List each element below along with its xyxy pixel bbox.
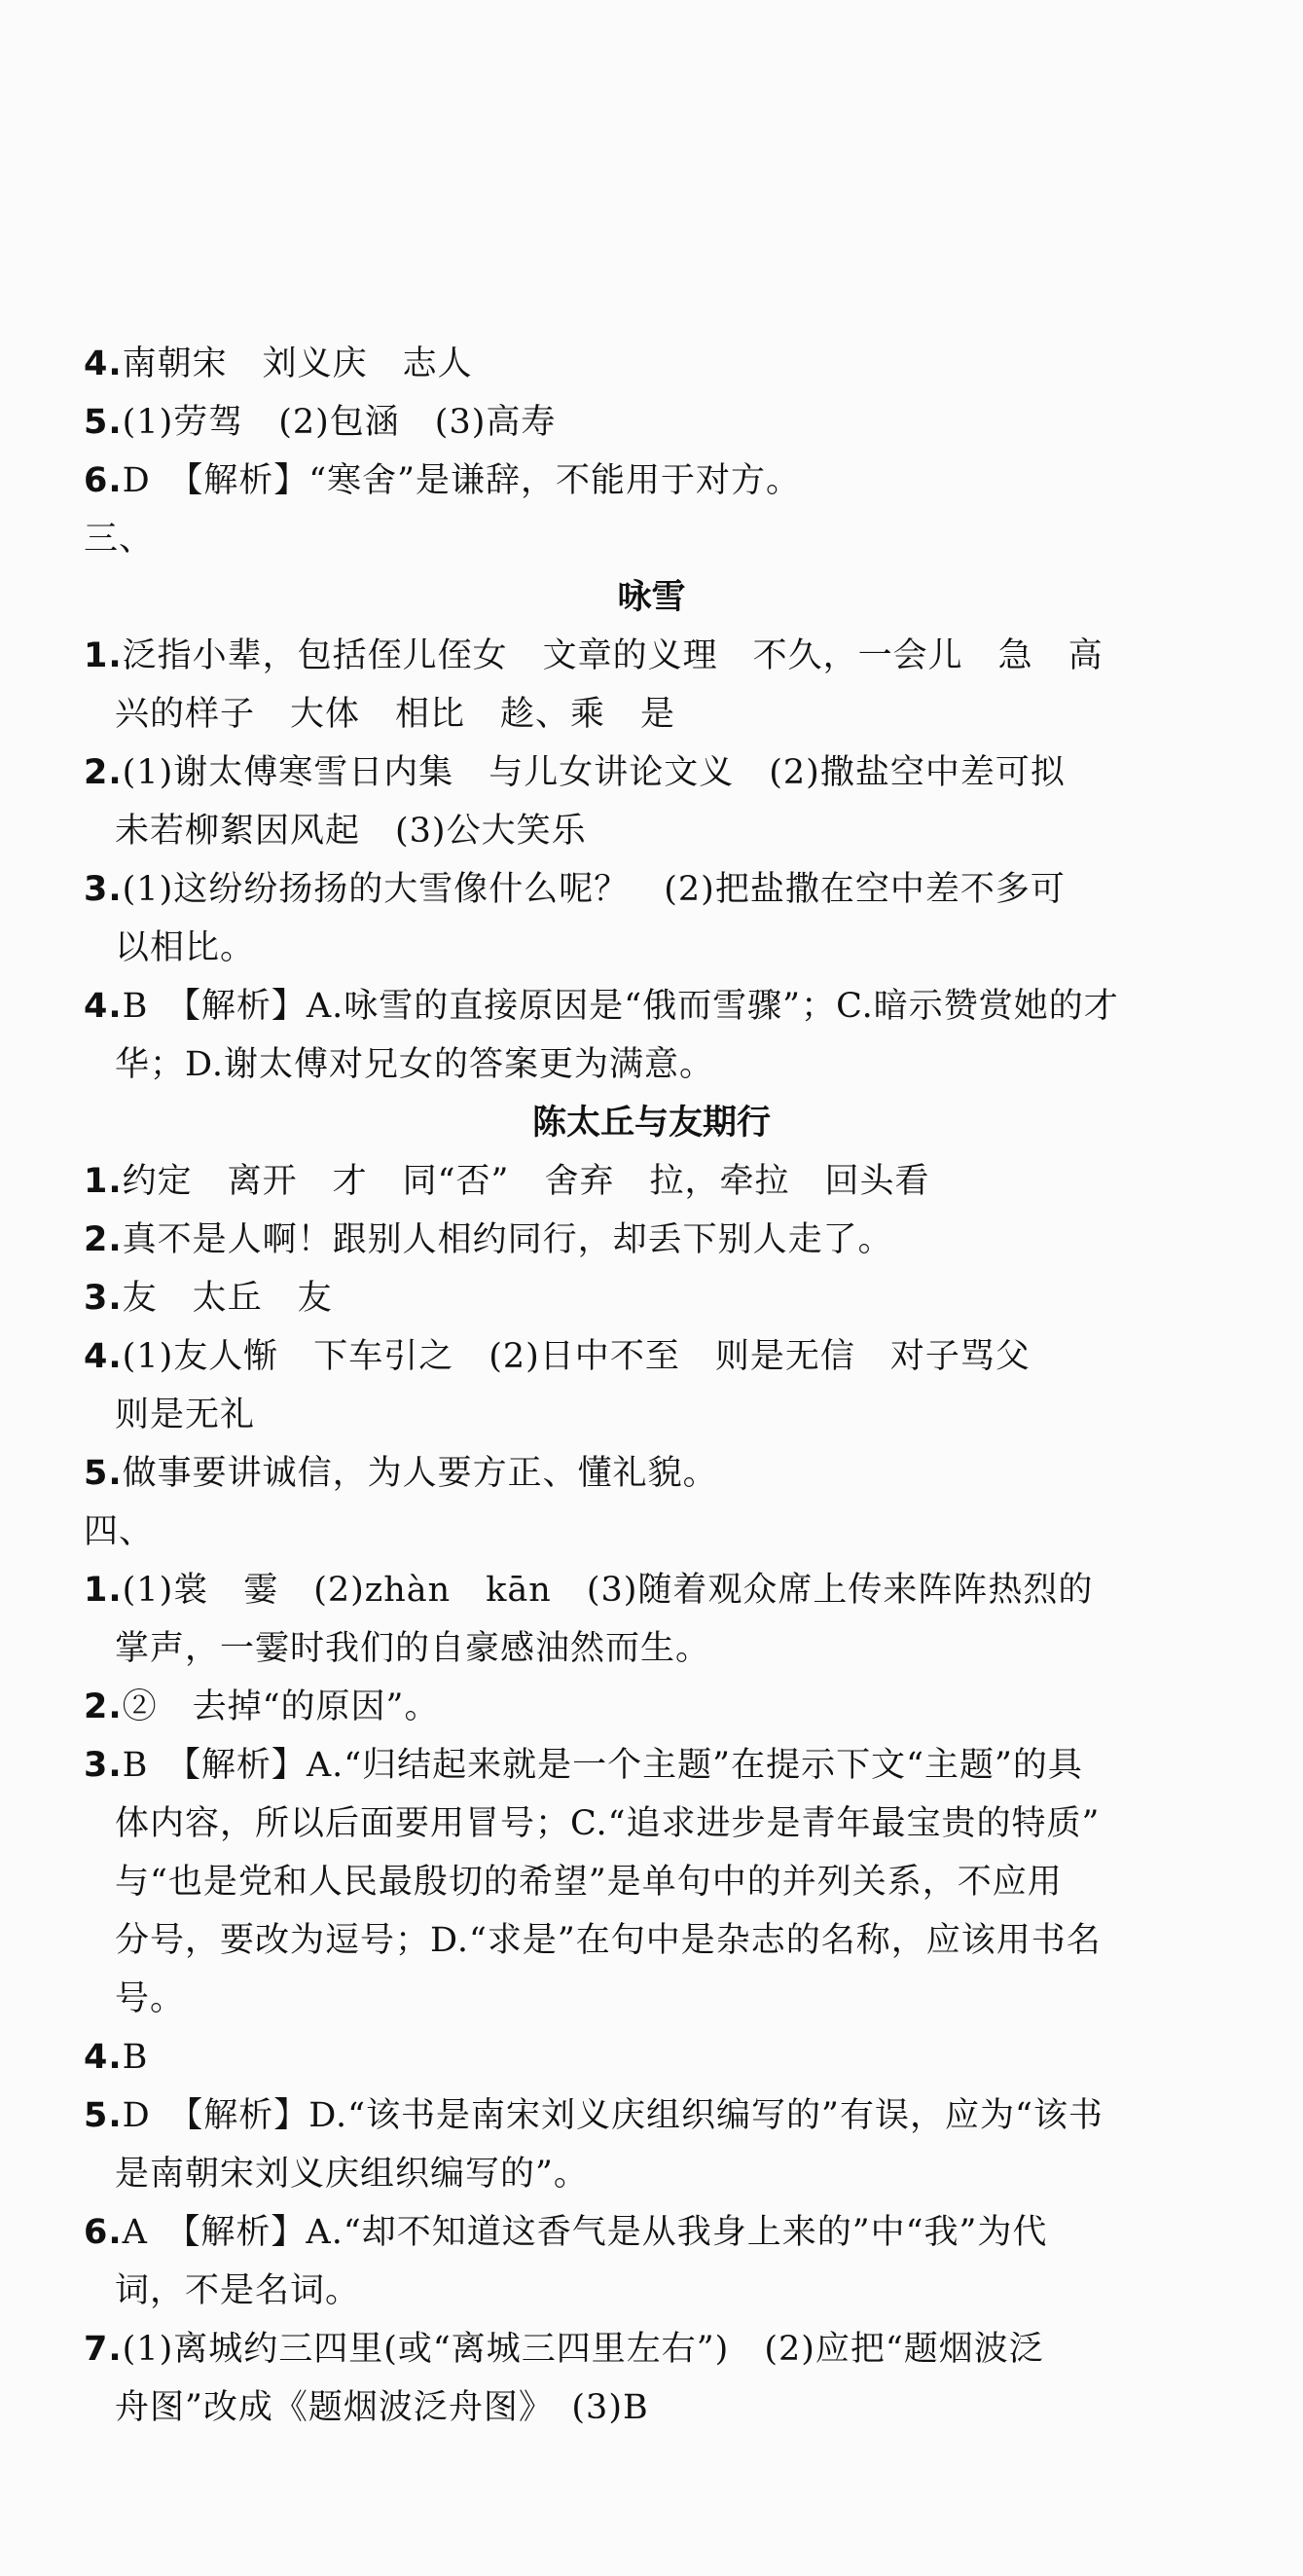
answer-line: 1.(1)裳 霎 (2)zhàn kān (3)随着观众席上传来阵阵热烈的 <box>84 1571 1094 1610</box>
answer-continuation: 兴的样子 大体 相比 趁、乘 是 <box>115 695 676 734</box>
section-heading: 三、 <box>84 520 155 559</box>
answer-line: 4.(1)友人惭 下车引之 (2)日中不至 则是无信 对子骂父 <box>84 1337 1031 1376</box>
answer-line: 2.(1)谢太傅寒雪日内集 与儿女讲论文义 (2)撒盐空中差可拟 <box>84 753 1066 792</box>
answer-continuation: 华；D.谢太傅对兄女的答案更为满意。 <box>115 1045 714 1084</box>
answer-continuation: 掌声，一霎时我们的自豪感油然而生。 <box>115 1629 711 1668</box>
answer-continuation: 词，不是名词。 <box>115 2271 361 2310</box>
answer-continuation: 分号，要改为逗号；D.“求是”在句中是杂志的名称，应该用书名 <box>115 1921 1102 1960</box>
lesson-title: 陈太丘与友期行 <box>531 1104 771 1143</box>
answer-line: 3.B 【解析】A.“归结起来就是一个主题”在提示下文“主题”的具 <box>84 1746 1083 1785</box>
answer-line: 3.(1)这纷纷扬扬的大雪像什么呢？ (2)把盐撒在空中差不多可 <box>84 870 1066 909</box>
answer-line: 6.D 【解析】“寒舍”是谦辞，不能用于对方。 <box>84 461 802 500</box>
answer-line: 2.② 去掉“的原因”。 <box>84 1687 440 1726</box>
answer-line: 1.约定 离开 才 同“否” 舍弃 拉，牵拉 回头看 <box>84 1162 930 1201</box>
answer-line: 1.泛指小辈，包括侄儿侄女 文章的义理 不久，一会儿 急 高 <box>84 636 1104 675</box>
answer-line: 6.A 【解析】A.“却不知道这香气是从我身上来的”中“我”为代 <box>84 2213 1048 2252</box>
answer-line: 3.友 太丘 友 <box>84 1279 333 1318</box>
answer-continuation: 未若柳絮因风起 (3)公大笑乐 <box>115 812 587 851</box>
answer-continuation: 是南朝宋刘义庆组织编写的”。 <box>115 2155 589 2194</box>
answer-line: 7.(1)离城约三四里(或“离城三四里左右”) (2)应把“题烟波泛 <box>84 2330 1044 2369</box>
answer-continuation: 舟图”改成《题烟波泛舟图》 (3)B <box>115 2388 649 2427</box>
answer-line: 4.南朝宋 刘义庆 志人 <box>84 345 473 383</box>
answer-line: 4.B 【解析】A.咏雪的直接原因是“俄而雪骤”；C.暗示赞赏她的才 <box>84 987 1119 1026</box>
answer-line: 5.D 【解析】D.“该书是南宋刘义庆组织编写的”有误，应为“该书 <box>84 2096 1104 2135</box>
answer-continuation: 号。 <box>115 1979 186 2018</box>
answer-continuation: 则是无礼 <box>115 1396 256 1434</box>
answer-continuation: 以相比。 <box>115 928 256 967</box>
answer-continuation: 与“也是党和人民最殷切的希望”是单句中的并列关系，不应用 <box>115 1863 1063 1902</box>
answer-line: 4.B <box>84 2038 149 2077</box>
section-heading: 四、 <box>84 1512 155 1551</box>
answer-line: 5.(1)劳驾 (2)包涵 (3)高寿 <box>84 403 557 442</box>
answer-line: 2.真不是人啊！跟别人相约同行，却丢下别人走了。 <box>84 1220 893 1259</box>
lesson-title: 咏雪 <box>617 578 686 617</box>
answer-continuation: 体内容，所以后面要用冒号；C.“追求进步是青年最宝贵的特质” <box>115 1804 1101 1843</box>
answer-line: 5.做事要讲诚信，为人要方正、懂礼貌。 <box>84 1454 718 1493</box>
